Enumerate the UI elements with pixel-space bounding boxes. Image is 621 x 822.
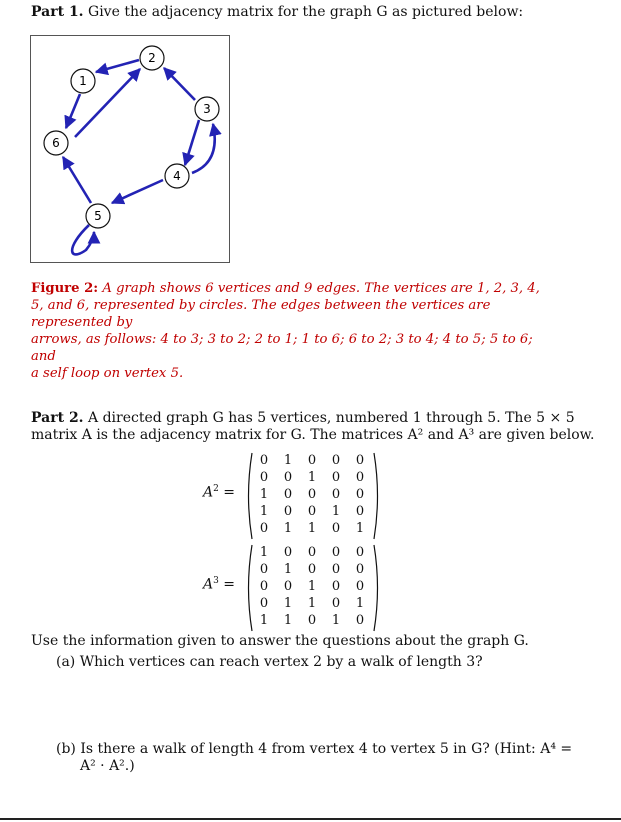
a3-cell: 1: [259, 545, 269, 560]
matrix-a2-power: 2: [213, 484, 219, 494]
a3-cell: 0: [283, 579, 293, 594]
edge-1-6: [66, 94, 80, 128]
a2-cell: 1: [331, 504, 341, 519]
a3-cell: 0: [259, 596, 269, 611]
a3-cell: 0: [307, 562, 317, 577]
edge-4-5: [112, 180, 163, 203]
vertex-3: [195, 97, 219, 121]
a3-cell: 1: [283, 613, 293, 628]
a2-cell: 0: [259, 453, 269, 468]
matrix-a2-letter: A: [203, 484, 214, 501]
bottom-rule: [0, 818, 621, 820]
a2-cell: 1: [259, 504, 269, 519]
matrix-a3-label: $A^3$ =: [203, 576, 236, 593]
a2-cell: 0: [355, 453, 365, 468]
part2-line-2: matrix A is the adjacency matrix for G. The matrices A² and A³ are given below.: [31, 427, 595, 443]
a3-cell: 1: [307, 596, 317, 611]
a3-cell: 0: [283, 545, 293, 560]
a2-cell: 1: [283, 453, 293, 468]
caption-line-3: arrows, as follows: 4 to 3; 3 to 2; 2 to 1; 1 to 6; 6 to 2; 3 to 4; 4 to 5; 5 to 6; and: [31, 332, 533, 364]
a2-cell: 0: [331, 521, 341, 536]
a3-cell: 0: [331, 596, 341, 611]
question-b-line-1: (b) Is there a walk of length 4 from vertex 4 to vertex 5 in G? (Hint: A⁴ =: [56, 741, 573, 757]
a2-cell: 0: [331, 453, 341, 468]
a2-cell: 1: [259, 487, 269, 502]
a3-cell: 0: [355, 579, 365, 594]
a2-cell: 0: [283, 470, 293, 485]
vertex-2: [140, 46, 164, 70]
vertex-5: [86, 204, 110, 228]
a2-cell: 0: [259, 521, 269, 536]
a2-cell: 1: [355, 521, 365, 536]
a2-cell: 0: [283, 504, 293, 519]
a2-cell: 0: [307, 504, 317, 519]
a3-cell: 1: [331, 613, 341, 628]
instructions-text: Use the information given to answer the questions about the graph G.: [31, 633, 529, 649]
vertex-6: [44, 131, 68, 155]
vertex-4-label: 4: [173, 169, 181, 183]
a3-cell: 1: [259, 613, 269, 628]
part1-text: Give the adjacency matrix for the graph G as pictured below:: [88, 4, 524, 20]
part1-heading: [31, 4, 523, 21]
caption-line-1: [31, 280, 561, 297]
a3-cell: 0: [355, 613, 365, 628]
matrix-a2-right-paren: [372, 452, 382, 540]
vertex-5-label: 5: [94, 209, 102, 223]
figure-caption: [31, 280, 561, 382]
a2-cell: 0: [355, 504, 365, 519]
caption-line-2: 5, and 6, represented by circles. The edges between the vertices are represented by: [31, 298, 491, 330]
part2-line-1: [31, 410, 575, 427]
a2-cell: 0: [259, 470, 269, 485]
matrix-a2-grid: [252, 452, 372, 537]
a3-cell: 0: [355, 562, 365, 577]
a2-cell: 0: [331, 487, 341, 502]
matrix-a2-label: $A^2$ =: [203, 484, 236, 501]
a3-cell: 0: [331, 562, 341, 577]
a2-cell: 0: [331, 470, 341, 485]
a3-cell: 1: [283, 596, 293, 611]
matrix-a3-grid: [252, 544, 372, 629]
a3-cell: 1: [307, 579, 317, 594]
matrix-a3-letter: A: [203, 576, 214, 593]
a3-cell: 1: [355, 596, 365, 611]
part1-title: Part 1.: [31, 4, 84, 20]
vertex-1-label: 1: [79, 74, 87, 88]
a3-cell: 0: [307, 613, 317, 628]
matrix-a3-right-paren: [372, 544, 382, 632]
a2-cell: 1: [307, 521, 317, 536]
a3-cell: 0: [259, 579, 269, 594]
a3-cell: 0: [331, 545, 341, 560]
a3-cell: 0: [307, 545, 317, 560]
vertex-6-label: 6: [52, 136, 60, 150]
caption-line-4: a self loop on vertex 5.: [31, 366, 184, 381]
graph-diagram: [31, 36, 229, 262]
a2-cell: 0: [355, 470, 365, 485]
part2-text-1: A directed graph G has 5 vertices, numbered 1 through 5. The 5 × 5: [88, 410, 575, 426]
a2-cell: 0: [283, 487, 293, 502]
a2-cell: 1: [283, 521, 293, 536]
graph-figure: [30, 35, 230, 263]
a2-cell: 0: [355, 487, 365, 502]
a3-cell: 1: [283, 562, 293, 577]
a2-cell: 0: [307, 487, 317, 502]
matrix-a3-power: 3: [213, 576, 219, 586]
vertex-2-label: 2: [148, 51, 156, 65]
a2-cell: 0: [307, 453, 317, 468]
a2-cell: 1: [307, 470, 317, 485]
a3-cell: 0: [331, 579, 341, 594]
a3-cell: 0: [355, 545, 365, 560]
part2-title: Part 2.: [31, 410, 84, 426]
edge-5-6: [63, 157, 91, 203]
question-b-line-2: A² · A².): [80, 758, 135, 774]
vertex-3-label: 3: [203, 102, 211, 116]
vertex-4: [165, 164, 189, 188]
vertex-1: [71, 69, 95, 93]
caption-label: Figure 2:: [31, 281, 99, 296]
edge-2-1: [96, 60, 139, 72]
edge-3-2: [164, 68, 195, 100]
edge-5-5-self-loop: [72, 225, 94, 254]
question-a: (a) Which vertices can reach vertex 2 by a walk of length 3?: [56, 654, 483, 670]
a3-cell: 0: [259, 562, 269, 577]
caption-line-1-text: A graph shows 6 vertices and 9 edges. The vertices are 1, 2, 3, 4,: [102, 281, 540, 296]
edge-3-4: [185, 120, 199, 165]
